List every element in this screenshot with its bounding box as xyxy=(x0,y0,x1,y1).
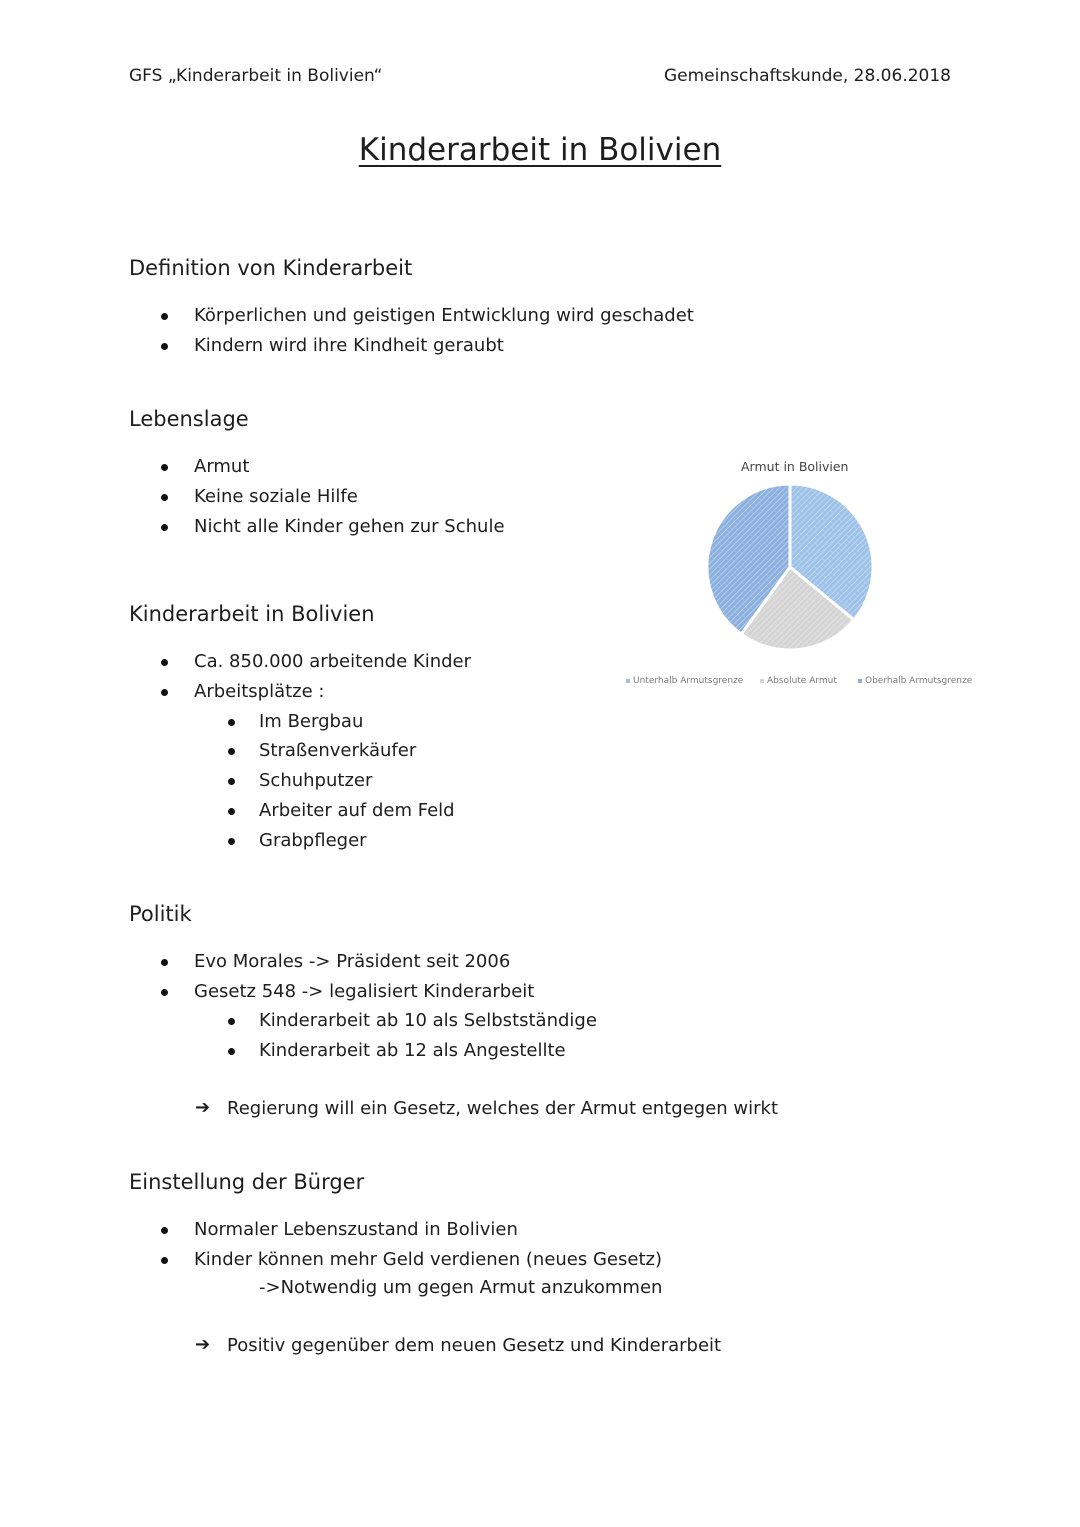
sub-list-item: Kinderarbeit ab 10 als Selbstständige xyxy=(259,1010,597,1031)
bullet xyxy=(161,689,168,696)
conclusion-text: Positiv gegenüber dem neuen Gesetz und Kinderarbeit xyxy=(227,1335,722,1356)
bullet xyxy=(161,989,168,996)
legend-item-2: Oberhalb Armutsgrenze xyxy=(858,676,972,686)
continuation-text: ->Notwendig um gegen Armut anzukommen xyxy=(259,1277,663,1298)
list-item: Evo Morales -> Präsident seit 2006 xyxy=(194,951,511,972)
bullet xyxy=(161,313,168,320)
section-heading-kinderarbeit: Kinderarbeit in Bolivien xyxy=(129,602,375,626)
bullet xyxy=(161,959,168,966)
sub-bullet xyxy=(228,1048,235,1055)
bullet xyxy=(161,659,168,666)
list-item: Nicht alle Kinder gehen zur Schule xyxy=(194,516,505,537)
bullet xyxy=(161,464,168,471)
conclusion-text: Regierung will ein Gesetz, welches der Armut entgegen wirkt xyxy=(227,1098,779,1119)
chart-title: Armut in Bolivien xyxy=(741,459,849,474)
sub-list-item: Straßenverkäufer xyxy=(259,740,417,761)
sub-list-item: Kinderarbeit ab 12 als Angestellte xyxy=(259,1040,566,1061)
list-item: Körperlichen und geistigen Entwicklung wird geschadet xyxy=(194,305,694,326)
list-item: Keine soziale Hilfe xyxy=(194,486,358,507)
sub-bullet xyxy=(228,719,235,726)
arrow-icon: ➔ xyxy=(195,1097,211,1118)
legend-swatch-0 xyxy=(626,679,630,683)
legend-item-0: Unterhalb Armutsgrenze xyxy=(626,676,743,686)
bullet xyxy=(161,524,168,531)
pie-chart xyxy=(700,482,880,652)
header-left: GFS „Kinderarbeit in Bolivien“ xyxy=(129,66,383,86)
bullet xyxy=(161,1227,168,1234)
sub-bullet xyxy=(228,778,235,785)
page-title: Kinderarbeit in Bolivien xyxy=(358,132,722,168)
sub-bullet xyxy=(228,748,235,755)
list-item: Arbeitsplätze : xyxy=(194,681,325,702)
list-item: Normaler Lebenszustand in Bolivien xyxy=(194,1219,518,1240)
sub-list-item: Schuhputzer xyxy=(259,770,373,791)
list-item: Armut xyxy=(194,456,250,477)
section-heading-politik: Politik xyxy=(129,902,192,926)
sub-list-item: Grabpfleger xyxy=(259,830,367,851)
legend-swatch-1 xyxy=(760,679,764,683)
sub-list-item: Arbeiter auf dem Feld xyxy=(259,800,455,821)
bullet xyxy=(161,1257,168,1264)
header-right: Gemeinschaftskunde, 28.06.2018 xyxy=(663,66,951,86)
sub-bullet xyxy=(228,838,235,845)
section-heading-einstellung: Einstellung der Bürger xyxy=(129,1170,365,1194)
legend-item-1: Absolute Armut xyxy=(760,676,837,686)
legend-swatch-2 xyxy=(858,679,862,683)
list-item: Gesetz 548 -> legalisiert Kinderarbeit xyxy=(194,981,535,1002)
bullet xyxy=(161,494,168,501)
section-heading-definition: Definition von Kinderarbeit xyxy=(129,256,413,280)
sub-bullet xyxy=(228,1018,235,1025)
sub-bullet xyxy=(228,808,235,815)
section-heading-lebenslage: Lebenslage xyxy=(129,407,249,431)
list-item: Kindern wird ihre Kindheit geraubt xyxy=(194,335,504,356)
sub-list-item: Im Bergbau xyxy=(259,711,364,732)
list-item: Ca. 850.000 arbeitende Kinder xyxy=(194,651,472,672)
arrow-icon: ➔ xyxy=(195,1334,211,1355)
list-item: Kinder können mehr Geld verdienen (neues Gesetz) xyxy=(194,1249,662,1270)
bullet xyxy=(161,343,168,350)
